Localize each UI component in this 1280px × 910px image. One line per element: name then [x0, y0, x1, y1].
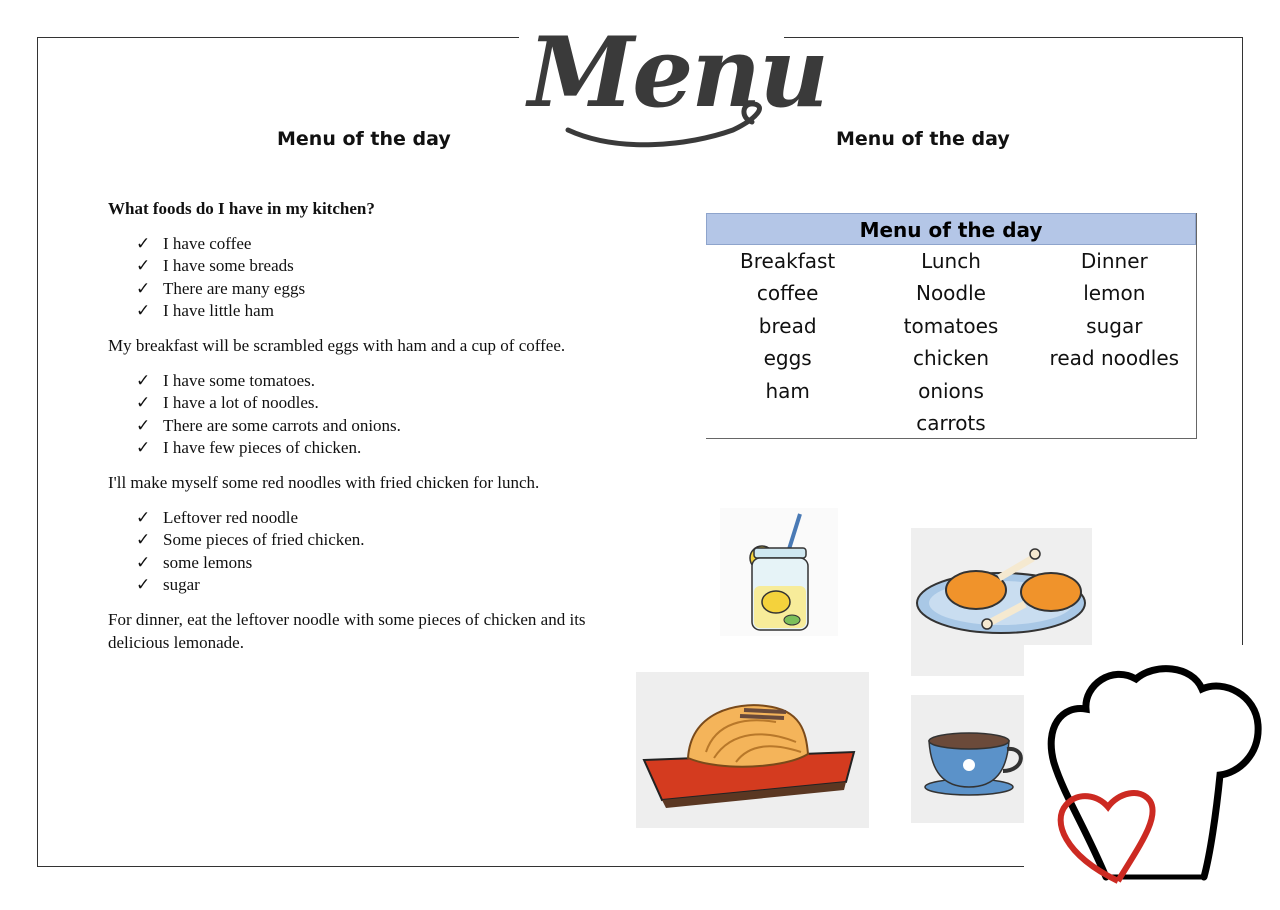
menu-item: chicken [912, 346, 990, 371]
check-item [108, 552, 608, 575]
menu-logo-text: Menu [528, 16, 827, 129]
kitchen-text [108, 198, 608, 666]
check-item-text: Some pieces of fried chicken. [163, 530, 365, 550]
menu-column-lunch [869, 245, 1032, 439]
check-item [108, 255, 608, 278]
menu-column-header: Dinner [1080, 249, 1148, 273]
check-item-text: I have a lot of noodles. [163, 393, 319, 413]
lunch-paragraph: I'll make myself some red noodles with fried chicken for lunch. [108, 472, 540, 492]
checkmark-icon: ✓ [136, 278, 151, 298]
check-item [108, 437, 608, 460]
check-item-text: I have some breads [163, 256, 294, 276]
breakfast-paragraph: My breakfast will be scrambled eggs with ham and a cup of coffee. [108, 335, 566, 355]
checkmark-icon: ✓ [136, 370, 151, 390]
checkmark-icon: ✓ [136, 552, 151, 572]
checkmark-icon: ✓ [136, 438, 151, 458]
checkmark-icon: ✓ [136, 301, 151, 321]
checkmark-icon: ✓ [136, 507, 151, 527]
check-item [108, 278, 608, 301]
lunch-list [108, 370, 608, 460]
check-item [108, 392, 608, 415]
checkmark-icon: ✓ [136, 575, 151, 595]
checkmark-icon: ✓ [136, 256, 151, 276]
check-item-text: There are some carrots and onions. [163, 415, 401, 435]
check-item [108, 574, 608, 597]
menu-table-title: Menu of the day [706, 213, 1196, 245]
kitchen-question: What foods do I have in my kitchen? [108, 199, 375, 218]
lemonade-image [720, 508, 838, 636]
dinner-paragraph: For dinner, eat the leftover noodle with some pieces of chicken and its delicious lemonade. [108, 609, 586, 652]
noodles-plate-icon [636, 672, 869, 828]
chef-hat-image [1024, 645, 1280, 905]
checkmark-icon: ✓ [136, 415, 151, 435]
menu-column-breakfast [706, 245, 869, 439]
menu-item: coffee [756, 281, 819, 306]
menu-item: carrots [916, 410, 986, 435]
dinner-list [108, 507, 608, 597]
left-heading: Menu of the day [277, 128, 451, 150]
chef-hat-heart-icon [1024, 645, 1280, 905]
check-item-text: Leftover red noodle [163, 507, 298, 527]
breakfast-list [108, 233, 608, 323]
checkmark-icon: ✓ [136, 530, 151, 550]
check-item [108, 507, 608, 530]
check-item-text: I have few pieces of chicken. [163, 438, 362, 458]
check-item [108, 529, 608, 552]
checkmark-icon: ✓ [136, 393, 151, 413]
menu-column-header: Lunch [921, 249, 981, 273]
logo-swirl-icon [528, 16, 827, 148]
menu-item: read noodles [1049, 346, 1180, 371]
check-item-text: I have coffee [163, 233, 252, 253]
lemonade-jar-icon [720, 508, 838, 636]
check-item-text: I have little ham [163, 301, 274, 321]
menu-item: sugar [1086, 313, 1143, 338]
check-item-text: some lemons [163, 552, 253, 572]
check-item [108, 233, 608, 256]
menu-logo [528, 16, 827, 148]
check-item [108, 370, 608, 393]
menu-column-dinner [1033, 245, 1196, 439]
right-heading: Menu of the day [836, 128, 1010, 150]
checkmark-icon: ✓ [136, 233, 151, 253]
check-item [108, 300, 608, 323]
check-item-text: There are many eggs [163, 278, 306, 298]
check-item [108, 415, 608, 438]
menu-item: tomatoes [903, 313, 999, 338]
noodles-image [636, 672, 869, 828]
coffee-image [911, 695, 1039, 823]
menu-table [706, 213, 1197, 439]
check-item-text: I have some tomatoes. [163, 370, 316, 390]
check-item-text: sugar [163, 575, 200, 595]
menu-item: lemon [1083, 281, 1146, 306]
menu-item: ham [765, 378, 810, 403]
menu-table-grid [706, 245, 1196, 439]
menu-item: Noodle [915, 281, 986, 306]
menu-item: eggs [763, 346, 812, 371]
coffee-cup-icon [911, 695, 1039, 823]
menu-column-header: Breakfast [740, 249, 836, 273]
menu-item: bread [758, 313, 817, 338]
menu-item: onions [918, 378, 984, 403]
